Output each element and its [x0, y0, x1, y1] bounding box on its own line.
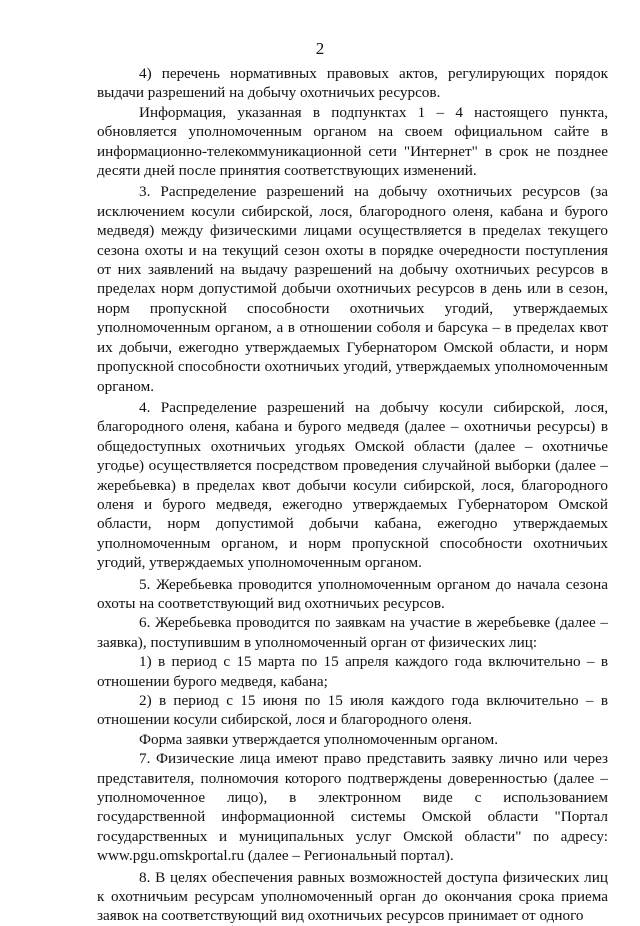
paragraph-item-6-sub-2: 2) в период с 15 июня по 15 июля каждого года включительно – в отношении косули сибирской, лося и благородного оленя.: [97, 692, 608, 729]
paragraph-subitem-4: 4) перечень нормативных правовых актов, регулирующих порядок выдачи разрешений на добычу охотничьих ресурсов.: [97, 65, 608, 102]
paragraph-item-5: 5. Жеребьевка проводится уполномоченным органом до начала сезона охоты на соответствующий вид охотничьих ресурсов.: [97, 575, 608, 612]
document-body: [97, 64, 608, 926]
paragraph-item-8: 8. В целях обеспечения равных возможностей доступа физических лиц к охотничьим ресурсам уполномоченный орган до окончания срока приема заявок на соответствующий вид охотничьих ресурсов принимает от одного: [97, 868, 608, 925]
paragraph-item-7: 7. Физические лица имеют право представить заявку лично или через представителя, полномочия которого подтверждены доверенностью (далее – уполномоченное лицо), в электронном виде с использованием государственной информационной системы Омской области "Портал государственных и муниципальных услуг Омской области" по адресу: www.pgu.omskportal.ru (далее – Региональный портал).: [97, 750, 608, 865]
paragraph-item-6: 6. Жеребьевка проводится по заявкам на участие в жеребьевке (далее – заявка), поступившим в уполномоченный орган от физических лиц:: [97, 614, 608, 651]
paragraph-item-6-sub-1: 1) в период с 15 марта по 15 апреля каждого года включительно – в отношении бурого медведя, кабана;: [97, 653, 608, 690]
paragraph-item-3: 3. Распределение разрешений на добычу охотничьих ресурсов (за исключением косули сибирской, лося, благородного оленя, кабана и бурого медведя) между физическими лицами осуществляется в пределах текущего сезона охоты и на текущий сезон охоты в порядке очередности поступления от них заявлений на выдачу разрешений на добычу охотничьих ресурсов в пределах норм допустимой добычи охотничьих ресурсов в день или в сезон, норм пропускной способности охотничьих угодий, утверждаемых уполномоченным органом, а в отношении соболя и барсука – в пределах квот их добычи, ежегодно утверждаемых Губернатором Омской области, и норм пропускной способности охотничьих угодий, утверждаемых уполномоченным органом.: [97, 183, 608, 395]
paragraph-item-4: 4. Распределение разрешений на добычу косули сибирской, лося, благородного оленя, кабана и бурого медведя (далее – охотничьи ресурсы) в общедоступных охотничьих угодьях Омской области (далее – охотничье угодье) осуществляется посредством проведения случайной выборки (далее – жеребьевка) в пределах квот добычи косули сибирской, лося, благородного оленя и бурого медведя, ежегодно утверждаемых Губернатором Омской области, норм допустимой добычи кабана, ежегодно утверждаемых уполномоченным органом, и норм пропускной способности охотничьих угодий, утверждаемых уполномоченным органом.: [97, 398, 608, 572]
page-number: 2: [315, 39, 325, 58]
paragraph-form-note: Форма заявки утверждается уполномоченным органом.: [139, 730, 499, 748]
paragraph-info-update: Информация, указанная в подпунктах 1 – 4 настоящего пункта, обновляется уполномоченным органом на своем официальном сайте в информационно-телекоммуникационной сети "Интернет" в срок не позднее десяти дней после принятия соответствующих изменений.: [97, 103, 608, 180]
